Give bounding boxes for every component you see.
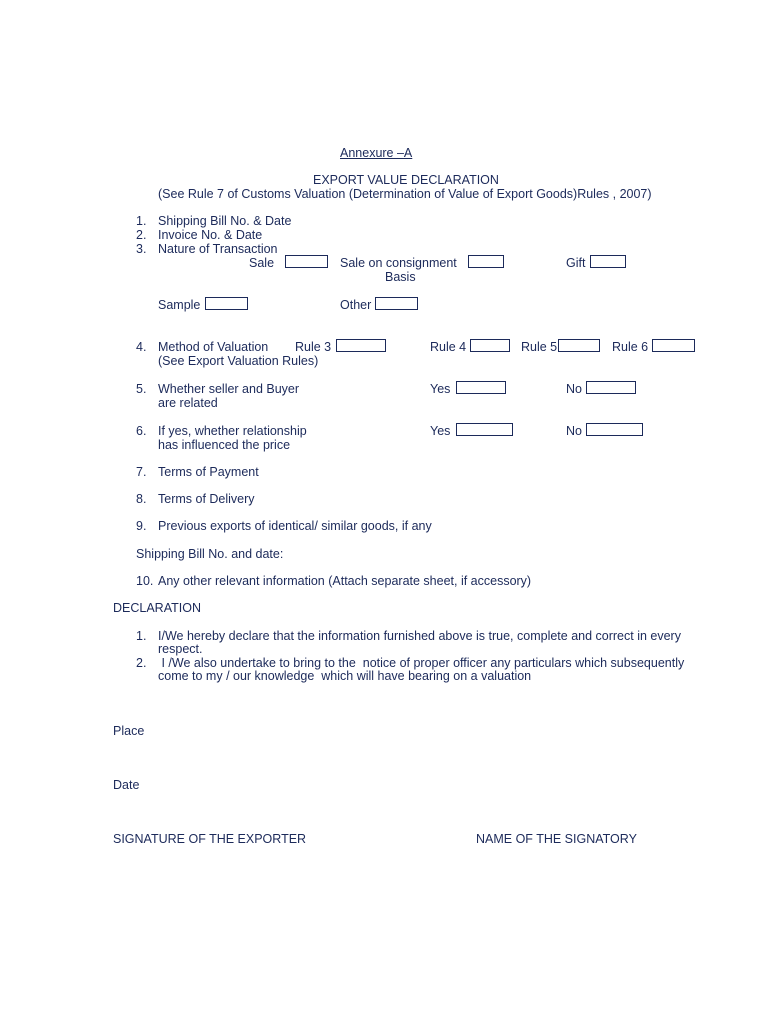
item-5-yes-label: Yes: [430, 382, 451, 396]
item-1-label: Shipping Bill No. & Date: [158, 214, 292, 228]
item-1-number: 1.: [136, 214, 147, 228]
item-7-label: Terms of Payment: [158, 465, 259, 479]
item-6-no-checkbox[interactable]: [586, 423, 643, 436]
item-4-sublabel: (See Export Valuation Rules): [158, 354, 319, 368]
item-6-label-line2: has influenced the price: [158, 438, 291, 452]
item-5-number: 5.: [136, 382, 147, 396]
rule3-label: Rule 3: [295, 340, 332, 354]
rule4-checkbox[interactable]: [470, 339, 510, 352]
item-6-no-label: No: [566, 424, 582, 438]
sale-label: Sale: [249, 256, 275, 270]
item-8-number: 8.: [136, 492, 147, 506]
declaration-2-number: 2.: [136, 656, 147, 670]
rule5-label: Rule 5: [521, 340, 558, 354]
item-7-number: 7.: [136, 465, 147, 479]
declaration-1-number: 1.: [136, 629, 147, 643]
declaration-2-text-line2: come to my / our knowledge which will have bearing on a valuation: [158, 669, 532, 683]
item-6-yes-checkbox[interactable]: [456, 423, 513, 436]
declaration-1-text-line2: respect.: [158, 642, 203, 656]
annexure-label: Annexure –A: [340, 146, 413, 160]
sample-label: Sample: [158, 298, 201, 312]
item-10-number: 10.: [136, 574, 154, 588]
form-subtitle: (See Rule 7 of Customs Valuation (Determination of Value of Export Goods)Rules , 2007): [158, 187, 652, 201]
item-6-yes-label: Yes: [430, 424, 451, 438]
item-10-label: Any other relevant information (Attach separate sheet, if accessory): [158, 574, 532, 588]
item-9-label: Previous exports of identical/ similar goods, if any: [158, 519, 432, 533]
item-3-number: 3.: [136, 242, 147, 256]
item-3-label: Nature of Transaction: [158, 242, 278, 256]
consignment-checkbox[interactable]: [468, 255, 504, 268]
rule4-label: Rule 4: [430, 340, 467, 354]
item-4-number: 4.: [136, 340, 147, 354]
declaration-heading: DECLARATION: [113, 601, 201, 615]
item-5-label-line2: are related: [158, 396, 218, 410]
item-6-label: If yes, whether relationship: [158, 424, 307, 438]
consignment-label: Sale on consignment: [340, 256, 457, 270]
gift-label: Gift: [566, 256, 586, 270]
rule6-checkbox[interactable]: [652, 339, 695, 352]
place-label: Place: [113, 724, 145, 738]
rule5-checkbox[interactable]: [558, 339, 600, 352]
sale-checkbox[interactable]: [285, 255, 328, 268]
item-5-yes-checkbox[interactable]: [456, 381, 506, 394]
signature-label: SIGNATURE OF THE EXPORTER: [113, 832, 307, 846]
item-5-no-label: No: [566, 382, 582, 396]
item-5-label: Whether seller and Buyer: [158, 382, 300, 396]
item-9-number: 9.: [136, 519, 147, 533]
item-6-number: 6.: [136, 424, 147, 438]
other-checkbox[interactable]: [375, 297, 418, 310]
declaration-1-text: I/We hereby declare that the information furnished above is true, complete and correct in every: [158, 629, 681, 643]
rule6-label: Rule 6: [612, 340, 649, 354]
other-label: Other: [340, 298, 372, 312]
gift-checkbox[interactable]: [590, 255, 626, 268]
item-4-label: Method of Valuation: [158, 340, 269, 354]
sample-checkbox[interactable]: [205, 297, 248, 310]
declaration-2-text: I /We also undertake to bring to the notice of proper officer any particulars which subsequently: [158, 656, 685, 670]
item-2-label: Invoice No. & Date: [158, 228, 263, 242]
rule3-checkbox[interactable]: [336, 339, 386, 352]
consignment-basis-label: Basis: [385, 270, 416, 284]
date-label: Date: [113, 778, 140, 792]
item-5-no-checkbox[interactable]: [586, 381, 636, 394]
signatory-label: NAME OF THE SIGNATORY: [476, 832, 637, 846]
item-8-label: Terms of Delivery: [158, 492, 255, 506]
shipping-bill-label: Shipping Bill No. and date:: [136, 547, 284, 561]
form-title: EXPORT VALUE DECLARATION: [313, 173, 499, 187]
item-2-number: 2.: [136, 228, 147, 242]
